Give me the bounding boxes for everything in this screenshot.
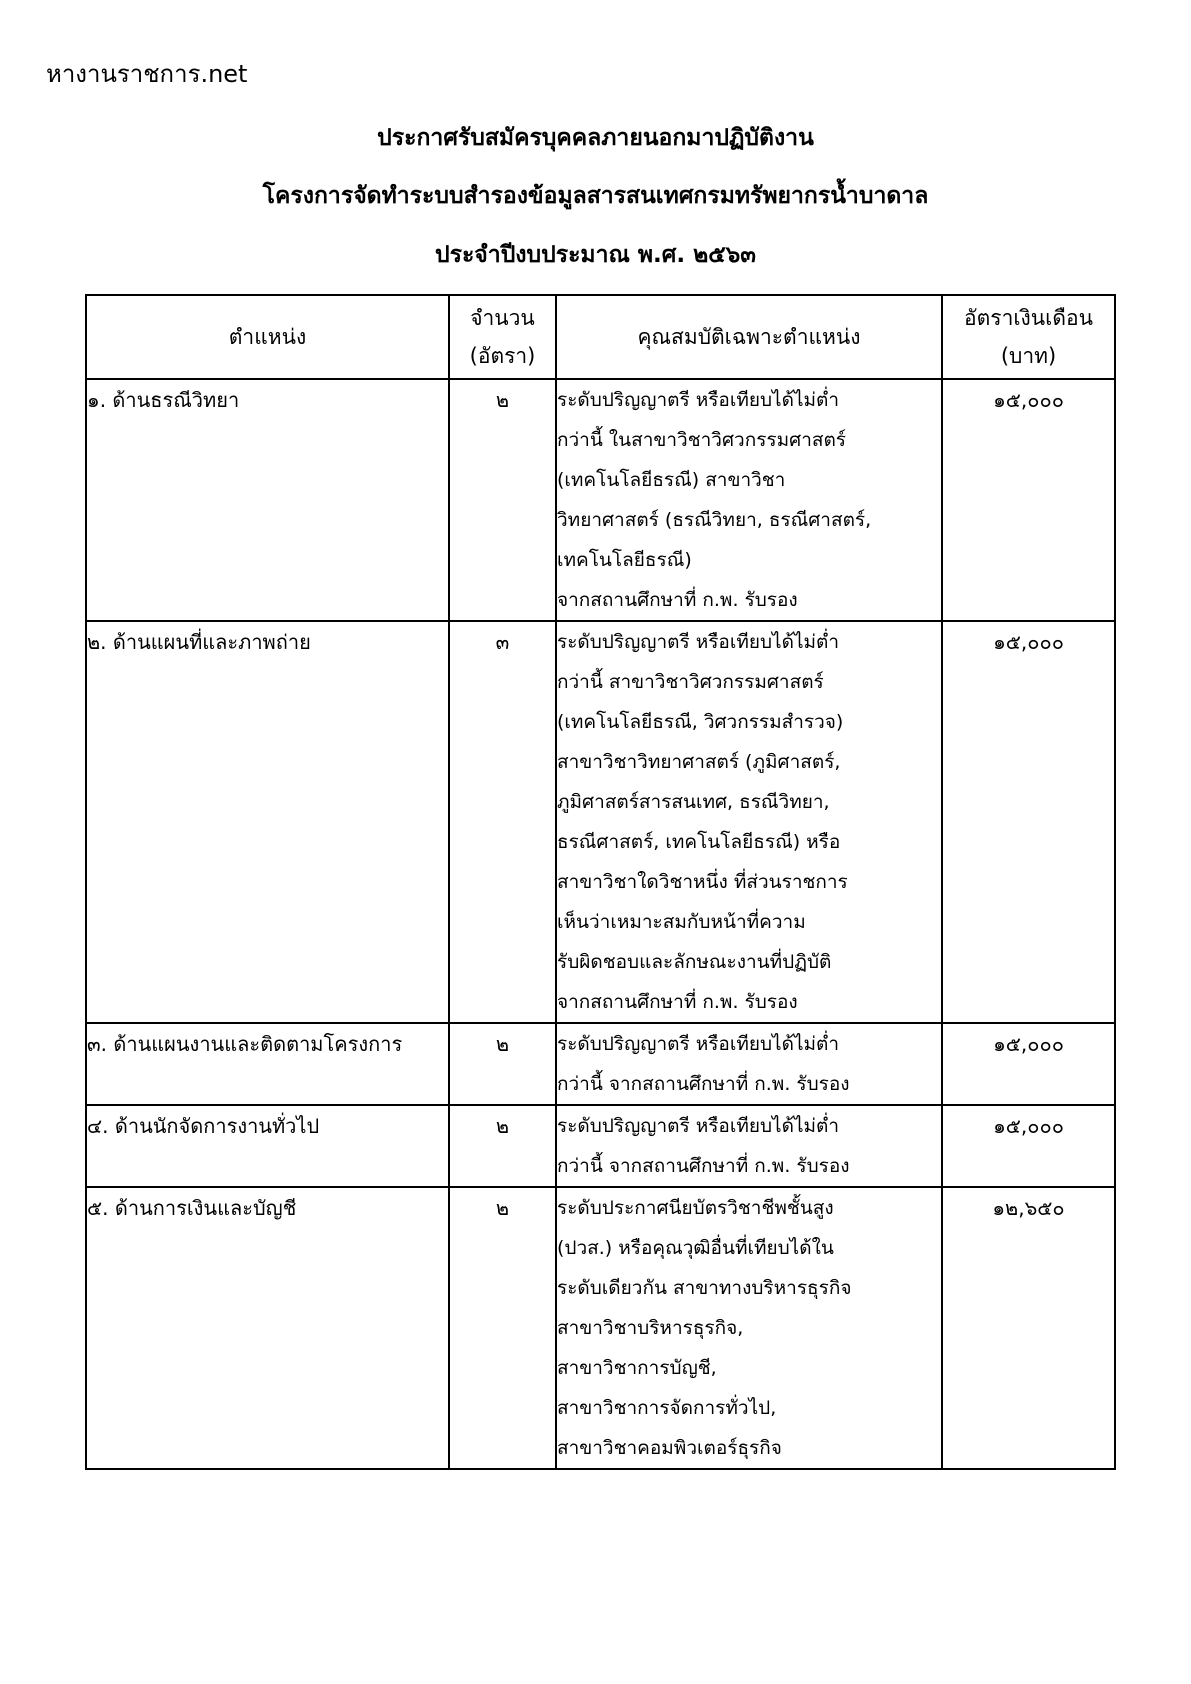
qualification-line: ภูมิศาสตร์สารสนเทศ, ธรณีวิทยา, bbox=[557, 791, 830, 813]
header-count-line1: จำนวน bbox=[470, 306, 535, 330]
count-cell: ๒ bbox=[449, 379, 556, 621]
table-row bbox=[86, 1187, 1115, 1469]
qualification-line: จากสถานศึกษาที่ ก.พ. รับรอง bbox=[557, 589, 798, 611]
table-row bbox=[86, 1105, 1115, 1187]
qualification-cell bbox=[556, 379, 942, 621]
header-salary-line1: อัตราเงินเดือน bbox=[964, 306, 1093, 330]
qualification-cell bbox=[556, 1105, 942, 1187]
salary-cell: ๑๕,๐๐๐ bbox=[942, 1023, 1115, 1105]
qualification-line: ระดับปริญญาตรี หรือเทียบได้ไม่ต่ำ bbox=[557, 389, 840, 411]
count-cell: ๒ bbox=[449, 1187, 556, 1469]
count-cell: ๓ bbox=[449, 621, 556, 1023]
qualification-line: ระดับเดียวกัน สาขาทางบริหารธุรกิจ bbox=[557, 1277, 852, 1299]
position-cell: ๒. ด้านแผนที่และภาพถ่าย bbox=[86, 621, 449, 1023]
table-row bbox=[86, 621, 1115, 1023]
position-cell: ๓. ด้านแผนงานและติดตามโครงการ bbox=[86, 1023, 449, 1105]
salary-cell: ๑๒,๖๕๐ bbox=[942, 1187, 1115, 1469]
header-count bbox=[449, 295, 556, 379]
qualification-line: กว่านี้ สาขาวิชาวิศวกรรมศาสตร์ bbox=[557, 671, 824, 693]
qualification-line: จากสถานศึกษาที่ ก.พ. รับรอง bbox=[557, 991, 798, 1013]
qualification-line: กว่านี้ ในสาขาวิชาวิศวกรรมศาสตร์ bbox=[557, 429, 846, 451]
count-cell: ๒ bbox=[449, 1105, 556, 1187]
qualification-line: สาขาวิชาคอมพิวเตอร์ธุรกิจ bbox=[557, 1437, 782, 1459]
position-cell: ๔. ด้านนักจัดการงานทั่วไป bbox=[86, 1105, 449, 1187]
qualification-line: เห็นว่าเหมาะสมกับหน้าที่ความ bbox=[557, 911, 806, 933]
project-title: โครงการจัดทำระบบสำรองข้อมูลสารสนเทศกรมทรัพยากรน้ำบาดาล bbox=[262, 183, 929, 209]
qualification-line: (ปวส.) หรือคุณวุฒิอื่นที่เทียบได้ใน bbox=[557, 1237, 834, 1259]
qualification-line: สาขาวิชาใดวิชาหนึ่ง ที่ส่วนราชการ bbox=[557, 871, 848, 893]
qualification-line: ระดับประกาศนียบัตรวิชาชีพชั้นสูง bbox=[557, 1197, 834, 1219]
table-row bbox=[86, 1023, 1115, 1105]
salary-cell: ๑๕,๐๐๐ bbox=[942, 621, 1115, 1023]
salary-cell: ๑๕,๐๐๐ bbox=[942, 1105, 1115, 1187]
qualification-line: ระดับปริญญาตรี หรือเทียบได้ไม่ต่ำ bbox=[557, 1033, 840, 1055]
header-count-line2: (อัตรา) bbox=[469, 344, 536, 368]
qualification-line: เทคโนโลยีธรณี) bbox=[557, 549, 692, 571]
site-label: หางานราชการ.net bbox=[46, 60, 248, 88]
qualification-line: (เทคโนโลยีธรณี) สาขาวิชา bbox=[557, 469, 786, 491]
qualification-line: สาขาวิชาวิทยาศาสตร์ (ภูมิศาสตร์, bbox=[557, 751, 841, 773]
qualification-cell bbox=[556, 1023, 942, 1105]
table-row bbox=[86, 379, 1115, 621]
table-header-row bbox=[86, 295, 1115, 379]
qualification-line: วิทยาศาสตร์ (ธรณีวิทยา, ธรณีศาสตร์, bbox=[557, 509, 872, 531]
fiscal-year-title: ประจำปีงบประมาณ พ.ศ. ๒๕๖๓ bbox=[435, 242, 756, 268]
qualification-line: กว่านี้ จากสถานศึกษาที่ ก.พ. รับรอง bbox=[557, 1073, 850, 1095]
positions-table bbox=[85, 294, 1116, 1470]
header-qualification: คุณสมบัติเฉพาะตำแหน่ง bbox=[556, 295, 942, 379]
qualification-line: รับผิดชอบและลักษณะงานที่ปฏิบัติ bbox=[557, 951, 832, 973]
qualification-line: กว่านี้ จากสถานศึกษาที่ ก.พ. รับรอง bbox=[557, 1155, 850, 1177]
count-cell: ๒ bbox=[449, 1023, 556, 1105]
qualification-line: ระดับปริญญาตรี หรือเทียบได้ไม่ต่ำ bbox=[557, 631, 840, 653]
qualification-line: ธรณีศาสตร์, เทคโนโลยีธรณี) หรือ bbox=[557, 831, 841, 853]
qualification-line: ระดับปริญญาตรี หรือเทียบได้ไม่ต่ำ bbox=[557, 1115, 840, 1137]
header-position: ตำแหน่ง bbox=[86, 295, 449, 379]
qualification-line: (เทคโนโลยีธรณี, วิศวกรรมสำรวจ) bbox=[557, 711, 844, 733]
header-salary-line2: (บาท) bbox=[1000, 344, 1057, 368]
qualification-cell bbox=[556, 1187, 942, 1469]
qualification-line: สาขาวิชาการบัญชี, bbox=[557, 1357, 717, 1379]
qualification-line: สาขาวิชาการจัดการทั่วไป, bbox=[557, 1397, 777, 1419]
qualification-cell bbox=[556, 621, 942, 1023]
salary-cell: ๑๕,๐๐๐ bbox=[942, 379, 1115, 621]
header-salary bbox=[942, 295, 1115, 379]
announcement-title: ประกาศรับสมัครบุคคลภายนอกมาปฏิบัติงาน bbox=[377, 125, 814, 151]
position-cell: ๑. ด้านธรณีวิทยา bbox=[86, 379, 449, 621]
position-cell: ๕. ด้านการเงินและบัญชี bbox=[86, 1187, 449, 1469]
qualification-line: สาขาวิชาบริหารธุรกิจ, bbox=[557, 1317, 744, 1339]
